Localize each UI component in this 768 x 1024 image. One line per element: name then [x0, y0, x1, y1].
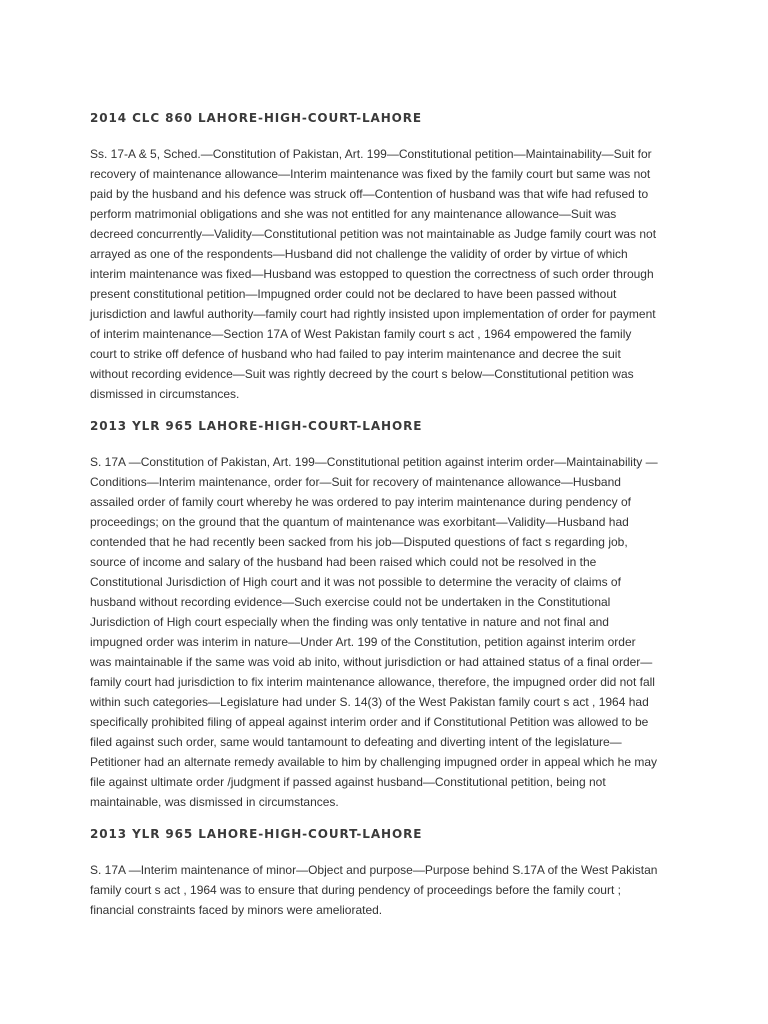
case-citation-heading: 2013 YLR 965 LAHORE-HIGH-COURT-LAHORE: [90, 419, 423, 433]
case-headnote-paragraph: S. 17A —Constitution of Pakistan, Art. 199—Constitutional petition against interim order—Maintainability —Conditions—Interim maintenance, order for—Suit for recovery of maintenance allowance—Husband assailed order of family court whereby he was ordered to pay interim maintenance during pendency of proceedings; on the ground that the quantum of maintenance was exorbitant—Validity—Husband had contended that he had recently been sacked from his job—Disputed questions of fact s regarding job, source of income and salary of the husband had been raised which could not be resolved in the Constitutional Jurisdiction of High court and it was not possible to determine the veracity of claims of husband without recording evidence—Such exercise could not be undertaken in the Constitutional Jurisdiction of High court especially when the finding was only tentative in nature and not final and impugned order was interim in nature—Under Art. 199 of the Constitution, petition against interim order was maintainable if the same was void ab inito, without jurisdiction or had attained status of a final order—family court had jurisdiction to fix interim maintenance allowance, therefore, the impugned order did not fall within such categories—Legislature had under S. 14(3) of the West Pakistan family court s act , 1964 had specifically prohibited filing of appeal against interim order and if Constitutional Petition was allowed to be filed against such order, same would tantamount to defeating and diverting intent of the legislature—Petitioner had an alternate remedy available to him by challenging impugned order in appeal which he may file against ultimate order /judgment if passed against husband—Constitutional petition, being not maintainable, was dismissed in circumstances.: [90, 455, 658, 809]
case-entry-1: [90, 110, 658, 404]
case-citation-heading: 2014 CLC 860 LAHORE-HIGH-COURT-LAHORE: [90, 111, 422, 125]
case-entry-3: [90, 826, 658, 920]
case-citation-heading: 2013 YLR 965 LAHORE-HIGH-COURT-LAHORE: [90, 827, 423, 841]
case-headnote-paragraph: Ss. 17-A & 5, Sched.—Constitution of Pakistan, Art. 199—Constitutional petition—Maintainability—Suit for recovery of maintenance allowance—Interim maintenance was fixed by the family court but same was not paid by the husband and his defence was struck off—Contention of husband was that wife had refused to perform matrimonial obligations and she was not entitled for any maintenance allowance—Suit was decreed concurrently—Validity—Constitutional petition was not maintainable as Judge family court was not arrayed as one of the respondents—Husband did not challenge the validity of order by virtue of which interim maintenance was fixed—Husband was estopped to question the correctness of such order through present constitutional petition—Impugned order could not be declared to have been passed without jurisdiction and lawful authority—family court had rightly insisted upon implementation of order for payment of interim maintenance—Section 17A of West Pakistan family court s act , 1964 empowered the family court to strike off defence of husband who had failed to pay interim maintenance and decree the suit without recording evidence—Suit was rightly decreed by the court s below—Constitutional petition was dismissed in circumstances.: [90, 147, 657, 401]
case-headnote-paragraph: S. 17A —Interim maintenance of minor—Object and purpose—Purpose behind S.17A of the West Pakistan family court s act , 1964 was to ensure that during pendency of proceedings before the family court ; financial constraints faced by minors were ameliorated.: [90, 863, 658, 917]
case-entry-2: [90, 418, 658, 812]
document-content: [90, 110, 658, 934]
